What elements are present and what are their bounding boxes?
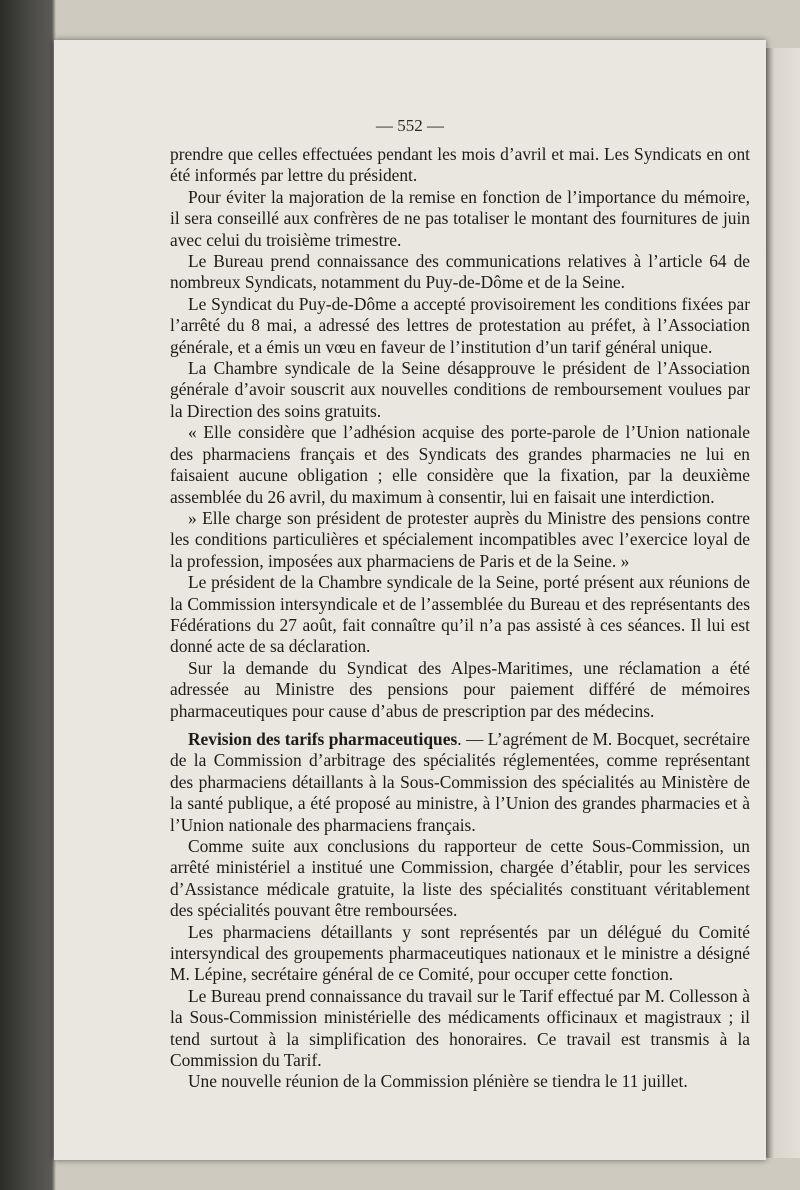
paragraph: La Chambre syndicale de la Seine désapprouve le président de l’Association générale d’avoir souscrit aux nouvelles conditions de remboursement voulues par la Direction des soins gratuits. — [170, 358, 750, 421]
paragraph: Comme suite aux conclusions du rapporteur de cette Sous-Commission, un arrêté ministériel a institué une Commission, chargée d’établir, pour les services d’Assistance médicale gratuite, la liste des spécialités constituant véritablement des spécialités pouvant être remboursées. — [170, 836, 750, 921]
paragraph: Le Syndicat du Puy-de-Dôme a accepté provisoirement les conditions fixées par l’arrêté du 8 mai, a adressé des lettres de protestation au préfet, à l’Association générale, et a émis un vœu en faveur de l’institution d’un tarif général unique. — [170, 293, 750, 357]
section-text: . — L’agrément de M. Bocquet, secrétaire de la Commission d’arbitrage des spécialités réglementées, comme représentant des pharmaciens détaillants à la Sous-Commission des spécialités au Ministère de la santé publique, a été proposé au ministre, à l’Union des grandes pharmacies et à l’Union nationale des pharmaciens français. — [170, 728, 750, 835]
paragraph: Sur la demande du Syndicat des Alpes-Maritimes, une réclamation a été adressée au Ministre des pensions pour paiement différé de mémoires pharmaceutiques pour cause d’abus de prescription par des médecins. — [170, 657, 750, 721]
section-heading: Revision des tarifs pharmaceutiques — [188, 728, 458, 749]
page-number: — 552 — — [376, 116, 444, 135]
paragraph: prendre que celles effectuées pendant les mois d’avril et mai. Les Syndicats en ont été informés par lettre du président. — [170, 144, 750, 186]
paragraph: « Elle considère que l’adhésion acquise des porte-parole de l’Union nationale des pharmaciens français et des Syndicats des grandes pharmacies ne lui en faisaient aucune obligation ; elle considère que la fixation, par la deuxième assemblée du 26 avril, du maximum à consentir, lui en faisait une interdiction. — [170, 422, 750, 507]
section-paragraph — [170, 729, 750, 836]
paragraph: Les pharmaciens détaillants y sont représentés par un délégué du Comité intersyndical des groupements pharmaceutiques nationaux et le ministre a désigné M. Lépine, secrétaire général de ce Comité, pour occuper cette fonction. — [170, 921, 750, 985]
document-page — [54, 40, 766, 1160]
paragraph: Le Bureau prend connaissance des communications relatives à l’article 64 de nombreux Syndicats, notamment du Puy-de-Dôme et de la Seine. — [170, 251, 750, 293]
paragraph: » Elle charge son président de protester auprès du Ministre des pensions contre les conditions particulières et spécialement incompatibles avec l’exercice loyal de la profession, imposées aux pharmaciens de Paris et de la Seine. » — [170, 507, 750, 571]
paragraph: Le président de la Chambre syndicale de la Seine, porté présent aux réunions de la Commission intersyndicale et de l’assemblée du Bureau et des représentants des Fédérations du 27 août, fait connaître qu’il n’a pas assisté à ces séances. Il lui est donné acte de sa déclaration. — [170, 572, 750, 657]
paragraph: Pour éviter la majoration de la remise en fonction de l’importance du mémoire, il sera conseillé aux confrères de ne pas totaliser le montant des fournitures de juin avec celui du troisième trimestre. — [170, 186, 750, 250]
adjacent-page-edge — [766, 48, 800, 1158]
body-text — [170, 144, 750, 1093]
paragraph: Une nouvelle réunion de la Commission plénière se tiendra le 11 juillet. — [188, 1071, 688, 1092]
paragraph: Le Bureau prend connaissance du travail sur le Tarif effectué par M. Collesson à la Sous-Commission ministérielle des médicaments officinaux et magistraux ; il tend surtout à la simplification des honoraires. Ce travail est transmis à la Commission du Tarif. — [170, 985, 750, 1071]
